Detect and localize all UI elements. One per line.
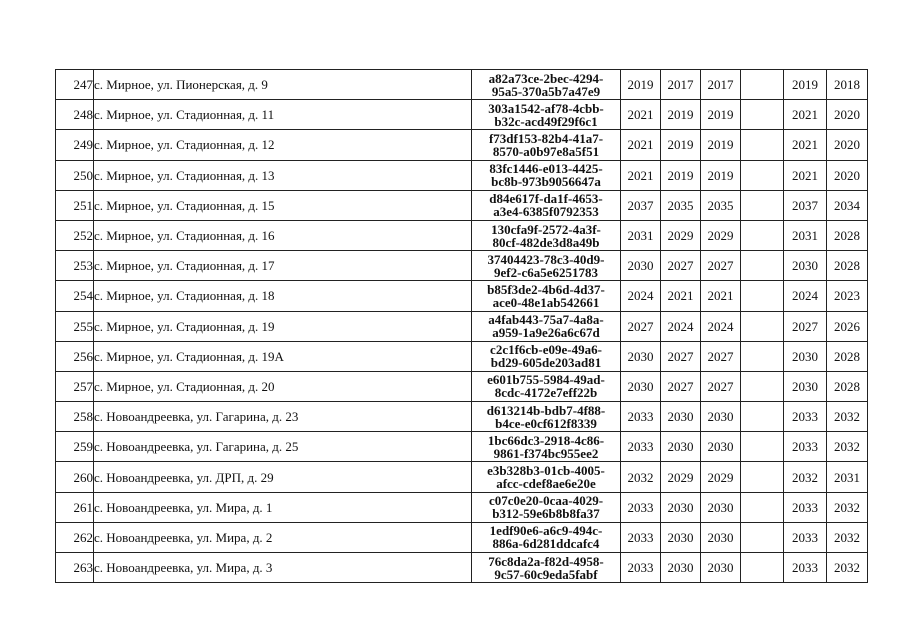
housing-registry-table: [55, 69, 868, 583]
guid-line-2: b32c-acd49f29f6c1: [494, 113, 598, 129]
year-cell: 2026: [827, 311, 868, 341]
year-cell: 2032: [827, 402, 868, 432]
address-cell: с. Мирное, ул. Стадионная, д. 17: [94, 251, 472, 281]
year-cell: 2027: [621, 311, 661, 341]
year-cell: 2034: [827, 190, 868, 220]
year-cell: 2030: [701, 492, 741, 522]
address-cell: с. Новоандреевка, ул. Гагарина, д. 23: [94, 402, 472, 432]
year-cell: 2033: [784, 492, 827, 522]
table-row: [56, 462, 868, 492]
year-cell: 2030: [701, 553, 741, 583]
year-cell: 2033: [621, 432, 661, 462]
row-number: 258: [56, 402, 94, 432]
year-cell: [741, 462, 784, 492]
year-cell: 2029: [701, 220, 741, 250]
address-cell: с. Мирное, ул. Стадионная, д. 15: [94, 190, 472, 220]
year-cell: 2030: [784, 341, 827, 371]
year-cell: 2033: [784, 432, 827, 462]
guid-line-2: 95a5-370a5b7a47e9: [491, 83, 601, 99]
year-cell: 2028: [827, 371, 868, 401]
guid-cell: [472, 522, 621, 552]
guid-line-2: b312-59e6b8b8fa37: [492, 506, 600, 522]
row-number: 250: [56, 160, 94, 190]
year-cell: 2027: [661, 251, 701, 281]
year-cell: [741, 160, 784, 190]
row-number: 254: [56, 281, 94, 311]
year-cell: 2029: [701, 462, 741, 492]
year-cell: 2021: [784, 160, 827, 190]
guid-line-1: f73df153-82b4-41a7-: [488, 130, 604, 146]
year-cell: 2035: [701, 190, 741, 220]
guid-line-2: 9861-f374bc955ee2: [493, 445, 599, 461]
year-cell: 2021: [621, 160, 661, 190]
guid-line-1: a4fab443-75a7-4a8a-: [488, 312, 604, 328]
year-cell: 2019: [701, 130, 741, 160]
year-cell: 2031: [621, 220, 661, 250]
guid-line-1: 83fc1446-e013-4425-: [489, 161, 603, 177]
address-cell: с. Новоандреевка, ул. Мира, д. 3: [94, 553, 472, 583]
year-cell: 2032: [827, 492, 868, 522]
address-cell: с. Новоандреевка, ул. Мира, д. 2: [94, 522, 472, 552]
table-row: [56, 371, 868, 401]
year-cell: [741, 311, 784, 341]
year-cell: [741, 553, 784, 583]
year-cell: 2027: [701, 371, 741, 401]
row-number: 247: [56, 70, 94, 100]
year-cell: 2037: [621, 190, 661, 220]
table-row: [56, 190, 868, 220]
guid-line-1: c2c1f6cb-e09e-49a6-: [490, 342, 602, 358]
guid-line-1: c07c0e20-0caa-4029-: [488, 493, 604, 509]
guid-cell: [472, 553, 621, 583]
table-row: [56, 553, 868, 583]
year-cell: 2030: [661, 553, 701, 583]
year-cell: 2032: [784, 462, 827, 492]
guid-cell: [472, 432, 621, 462]
year-cell: 2027: [661, 341, 701, 371]
year-cell: 2032: [621, 462, 661, 492]
guid-cell: [472, 220, 621, 250]
guid-line-2: bd29-605de203ad81: [490, 355, 602, 371]
year-cell: [741, 371, 784, 401]
year-cell: 2033: [621, 522, 661, 552]
year-cell: 2019: [701, 160, 741, 190]
guid-line-2: 80cf-482de3d8a49b: [492, 234, 600, 250]
guid-line-1: 1bc66dc3-2918-4c86-: [487, 432, 605, 448]
table-row: [56, 100, 868, 130]
year-cell: 2033: [621, 553, 661, 583]
guid-cell: [472, 281, 621, 311]
table-row: [56, 70, 868, 100]
year-cell: 2037: [784, 190, 827, 220]
guid-cell: [472, 160, 621, 190]
year-cell: 2030: [621, 371, 661, 401]
year-cell: 2035: [661, 190, 701, 220]
address-cell: с. Новоандреевка, ул. ДРП, д. 29: [94, 462, 472, 492]
address-cell: с. Мирное, ул. Пионерская, д. 9: [94, 70, 472, 100]
guid-line-1: 37404423-78c3-40d9-: [487, 251, 605, 267]
year-cell: 2020: [827, 100, 868, 130]
year-cell: 2019: [661, 130, 701, 160]
row-number: 251: [56, 190, 94, 220]
table-row: [56, 402, 868, 432]
table-row: [56, 432, 868, 462]
address-cell: с. Мирное, ул. Стадионная, д. 13: [94, 160, 472, 190]
guid-line-1: d613214b-bdb7-4f88-: [486, 402, 606, 418]
year-cell: 2030: [621, 251, 661, 281]
address-cell: с. Мирное, ул. Стадионная, д. 20: [94, 371, 472, 401]
address-cell: с. Мирное, ул. Стадионная, д. 11: [94, 100, 472, 130]
guid-line-2: a3e4-6385f0792353: [493, 204, 599, 220]
address-cell: с. Новоандреевка, ул. Мира, д. 1: [94, 492, 472, 522]
row-number: 248: [56, 100, 94, 130]
year-cell: 2017: [661, 70, 701, 100]
year-cell: 2020: [827, 130, 868, 160]
year-cell: 2030: [621, 341, 661, 371]
year-cell: 2020: [827, 160, 868, 190]
guid-line-2: afcc-cdef8ae6e20e: [496, 476, 596, 492]
address-cell: с. Мирное, ул. Стадионная, д. 12: [94, 130, 472, 160]
year-cell: 2024: [701, 311, 741, 341]
year-cell: 2027: [701, 341, 741, 371]
year-cell: 2028: [827, 341, 868, 371]
year-cell: 2030: [661, 402, 701, 432]
year-cell: 2021: [621, 100, 661, 130]
address-cell: с. Мирное, ул. Стадионная, д. 18: [94, 281, 472, 311]
row-number: 259: [56, 432, 94, 462]
table-row: [56, 492, 868, 522]
row-number: 249: [56, 130, 94, 160]
year-cell: [741, 70, 784, 100]
row-number: 262: [56, 522, 94, 552]
year-cell: 2024: [661, 311, 701, 341]
guid-line-2: ace0-48e1ab542661: [492, 294, 600, 310]
year-cell: 2033: [784, 402, 827, 432]
table-row: [56, 341, 868, 371]
year-cell: 2019: [701, 100, 741, 130]
guid-line-2: 9c57-60c9eda5fabf: [494, 566, 598, 582]
table-row: [56, 220, 868, 250]
guid-cell: [472, 251, 621, 281]
year-cell: [741, 281, 784, 311]
year-cell: 2033: [784, 553, 827, 583]
year-cell: 2032: [827, 522, 868, 552]
year-cell: 2019: [621, 70, 661, 100]
year-cell: 2033: [784, 522, 827, 552]
year-cell: 2033: [621, 492, 661, 522]
year-cell: 2017: [701, 70, 741, 100]
guid-line-1: d84e617f-da1f-4653-: [489, 191, 603, 207]
guid-line-1: 1edf90e6-a6c9-494c-: [489, 523, 603, 539]
year-cell: 2019: [661, 100, 701, 130]
year-cell: 2021: [621, 130, 661, 160]
year-cell: [741, 522, 784, 552]
guid-line-1: 130cfa9f-2572-4a3f-: [491, 221, 601, 237]
year-cell: 2030: [784, 251, 827, 281]
row-number: 260: [56, 462, 94, 492]
year-cell: 2029: [661, 462, 701, 492]
row-number: 255: [56, 311, 94, 341]
row-number: 261: [56, 492, 94, 522]
year-cell: 2032: [827, 553, 868, 583]
guid-line-2: 9ef2-c6a5e6251783: [494, 264, 598, 280]
table-row: [56, 130, 868, 160]
guid-cell: [472, 341, 621, 371]
year-cell: 2028: [827, 220, 868, 250]
year-cell: 2021: [701, 281, 741, 311]
row-number: 257: [56, 371, 94, 401]
year-cell: [741, 190, 784, 220]
year-cell: 2018: [827, 70, 868, 100]
year-cell: 2032: [827, 432, 868, 462]
year-cell: 2021: [784, 130, 827, 160]
year-cell: 2027: [701, 251, 741, 281]
year-cell: 2030: [661, 522, 701, 552]
guid-line-2: b4ce-e0cf612f8339: [495, 415, 597, 431]
table-body: [56, 70, 868, 583]
guid-line-2: 8570-a0b97e8a5f51: [492, 143, 600, 159]
guid-cell: [472, 311, 621, 341]
year-cell: 2033: [621, 402, 661, 432]
guid-line-2: 886a-6d281ddcafc4: [492, 536, 600, 552]
guid-line-1: 303a1542-af78-4cbb-: [488, 100, 604, 116]
guid-line-2: 8cdc-4172e7eff22b: [494, 385, 598, 401]
year-cell: [741, 432, 784, 462]
guid-cell: [472, 100, 621, 130]
year-cell: [741, 402, 784, 432]
address-cell: с. Мирное, ул. Стадионная, д. 19А: [94, 341, 472, 371]
row-number: 256: [56, 341, 94, 371]
guid-cell: [472, 190, 621, 220]
year-cell: [741, 130, 784, 160]
guid-cell: [472, 462, 621, 492]
year-cell: 2031: [784, 220, 827, 250]
address-cell: с. Новоандреевка, ул. Гагарина, д. 25: [94, 432, 472, 462]
year-cell: 2030: [661, 492, 701, 522]
guid-cell: [472, 402, 621, 432]
year-cell: 2027: [784, 311, 827, 341]
address-cell: с. Мирное, ул. Стадионная, д. 19: [94, 311, 472, 341]
table-row: [56, 251, 868, 281]
year-cell: [741, 220, 784, 250]
guid-line-2: a959-1a9e26a6c67d: [492, 325, 600, 341]
guid-line-1: e3b328b3-01cb-4005-: [487, 463, 605, 479]
year-cell: [741, 492, 784, 522]
year-cell: 2023: [827, 281, 868, 311]
guid-cell: [472, 70, 621, 100]
year-cell: 2021: [661, 281, 701, 311]
year-cell: 2027: [661, 371, 701, 401]
guid-line-1: e601b755-5984-49ad-: [487, 372, 605, 388]
row-number: 252: [56, 220, 94, 250]
year-cell: 2031: [827, 462, 868, 492]
year-cell: 2030: [701, 522, 741, 552]
guid-line-1: a82a73ce-2bec-4294-: [488, 70, 604, 86]
guid-cell: [472, 371, 621, 401]
year-cell: 2030: [661, 432, 701, 462]
year-cell: 2030: [701, 402, 741, 432]
year-cell: 2029: [661, 220, 701, 250]
year-cell: 2021: [784, 100, 827, 130]
address-cell: с. Мирное, ул. Стадионная, д. 16: [94, 220, 472, 250]
table-row: [56, 281, 868, 311]
row-number: 263: [56, 553, 94, 583]
guid-line-1: b85f3de2-4b6d-4d37-: [487, 281, 605, 297]
year-cell: [741, 251, 784, 281]
year-cell: 2024: [784, 281, 827, 311]
guid-line-1: 76c8da2a-f82d-4958-: [488, 553, 604, 569]
year-cell: [741, 100, 784, 130]
guid-line-2: bc8b-973b9056647a: [491, 174, 601, 190]
table-row: [56, 311, 868, 341]
year-cell: 2030: [701, 432, 741, 462]
table-row: [56, 522, 868, 552]
year-cell: 2028: [827, 251, 868, 281]
table-row: [56, 160, 868, 190]
guid-cell: [472, 130, 621, 160]
row-number: 253: [56, 251, 94, 281]
year-cell: 2024: [621, 281, 661, 311]
year-cell: 2030: [784, 371, 827, 401]
year-cell: 2019: [661, 160, 701, 190]
guid-cell: [472, 492, 621, 522]
year-cell: [741, 341, 784, 371]
year-cell: 2019: [784, 70, 827, 100]
